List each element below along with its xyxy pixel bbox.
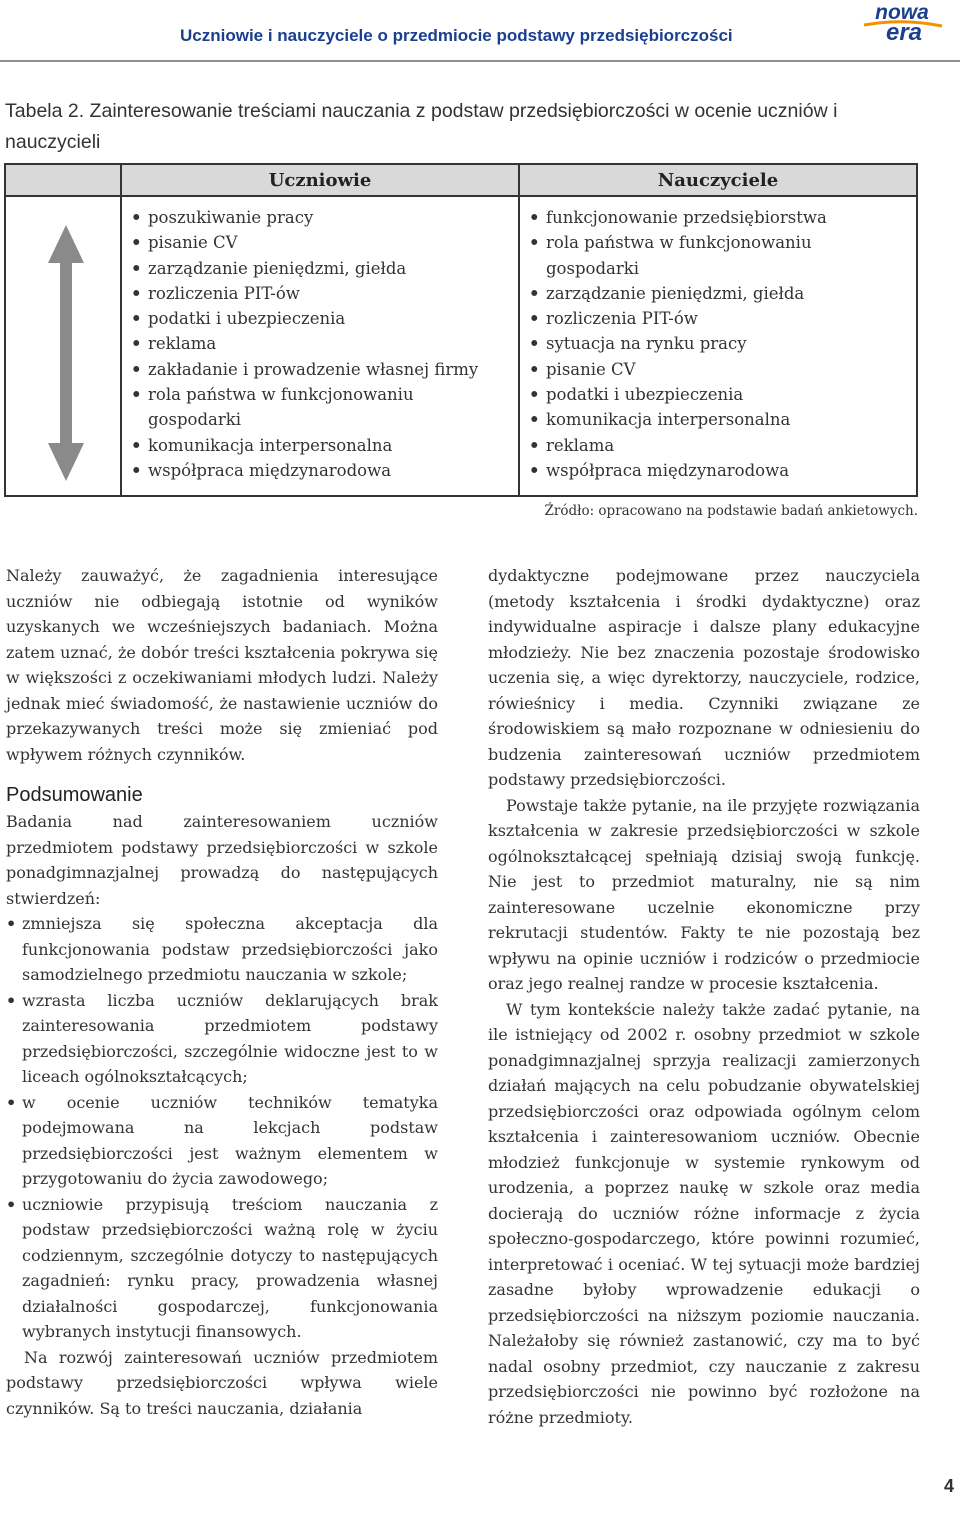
teachers-list <box>520 205 916 483</box>
list-item: • rozliczenia PIT-ów <box>131 281 518 306</box>
list-item <box>529 230 846 281</box>
list-item: • zmniejsza się społeczna akceptacja dla funkcjonowania podstaw przedsiębiorczości jako samodzielnego przedmiotu nauczania w szkole; <box>6 911 438 988</box>
left-column <box>6 563 438 1421</box>
header-students: Uczniowie <box>121 164 519 196</box>
list-item-text: rola państwa w funkcjonowaniu gospodarki <box>546 233 812 278</box>
list-item: • podatki i ubezpieczenia <box>529 382 916 407</box>
list-item: • współpraca międzynarodowa <box>131 458 518 483</box>
paragraph: W tym kontekście należy także zadać pytanie, na ile istniejący od 2002 r. osobny przedmiot w szkole ponadgimnazjalnej sprzyja realizacji zamierzonych działań mających na celu pobudzanie obywatelskiej przedsiębiorczości oraz odpowiada ogólnym celom kształcenia i zainteresowaniom uczniów. Obecnie młodzież funkcjonuje w systemie rynkowym od urodzenia, a poprzez naukę w szkole oraz media docierają do uczniów różne informacje z życia społeczno-gospodarczego, które powinni rozumieć, interpretować i oceniać. W tej sytuacji może bardziej zasadne byłoby wprowadzenie edukacji o przedsiębiorczości na niższym poziomie nauczania. Należałoby się również zastanowić, czy ma to być nadal osobny przedmiot, czy nauczanie z zakresu przedsiębiorczości nie powinno być rozłożone na różne przedmioty. <box>488 999 920 1427</box>
students-column <box>121 196 519 496</box>
list-item: • poszukiwanie pracy <box>131 205 518 230</box>
students-list <box>122 205 518 483</box>
list-item: • reklama <box>131 331 518 356</box>
list-item: • w ocenie uczniów techników tematyka podejmowana na lekcjach podstaw przedsiębiorczości jest ważnym elementem w przygotowaniu do życia zawodowego; <box>6 1090 438 1192</box>
findings-list <box>6 911 438 1345</box>
list-item: • pisanie CV <box>529 357 916 382</box>
paragraph: dydaktyczne podejmowane przez nauczyciela (metody kształcenia i środki dydaktyczne) oraz indywidualne aspiracje i dalsze plany edukacyjne młodzieży. Nie bez znaczenia pozostaje środowisko uczenia się, a więc dyrektorzy, nauczyciele, rodzice, rówieśnicy i media. Czynniki związane ze środowiskiem są mało rozpoznane w odniesieniu do budzenia zainteresowań uczniów przedmiotem podstawy przedsiębiorczości. <box>488 566 920 789</box>
list-item: • rozliczenia PIT-ów <box>529 306 916 331</box>
header-divider <box>0 60 960 62</box>
list-item: • uczniowie przypisują treściom nauczania z podstaw przedsiębiorczości ważną rolę w życiu codziennym, szczególnie dotyczy to następujących zagadnień: rynku pracy, prowadzenia własnej działalności gospodarczej, funkcjonowania wybranych instytucji finansowych. <box>6 1192 438 1345</box>
list-item: • sytuacja na rynku pracy <box>529 331 916 356</box>
list-item: • zarządzanie pieniędzmi, giełda <box>131 256 518 281</box>
list-item: • reklama <box>529 433 916 458</box>
header-teachers: Nauczyciele <box>519 164 917 196</box>
right-column <box>488 563 920 1430</box>
summary-intro: Badania nad zainteresowaniem uczniów przedmiotem podstawy przedsiębiorczości w szkole ponadgimnazjalnej prowadzą do następujących stwierdzeń: <box>6 812 438 908</box>
table-source-note: Źródło: opracowano na podstawie badań ankietowych. <box>544 503 918 519</box>
table-corner <box>5 164 121 196</box>
list-item: • pisanie CV <box>131 230 518 255</box>
table-caption: Tabela 2. Zainteresowanie treściami nauczania z podstaw przedsiębiorczości w ocenie uczniów i nauczycieli <box>5 100 838 153</box>
comparison-table <box>4 163 918 497</box>
list-item: • współpraca międzynarodowa <box>529 458 916 483</box>
section-heading: Podsumowanie <box>6 784 143 806</box>
list-item: • zakładanie i prowadzenie własnej firmy <box>131 357 518 382</box>
list-item: • podatki i ubezpieczenia <box>131 306 518 331</box>
page-number: 4 <box>943 1476 954 1496</box>
list-item <box>131 382 468 433</box>
intro-paragraph: Należy zauważyć, że zagadnienia interesujące uczniów nie odbiegają istotnie od wyników uzyskanych we wcześniejszych badaniach. Można zatem uznać, że dobór treści kształcenia pokrywa się w większości z oczekiwaniami młodych ludzi. Należy jednak mieć świadomość, że nastawienie uczniów do przekazywanych treści może się zmieniać pod wpływem różnych czynników. <box>6 566 438 764</box>
logo-line1: nowa <box>875 1 929 24</box>
running-title: Uczniowie i nauczyciele o przedmiocie podstawy przedsiębiorczości <box>180 26 733 45</box>
list-item: • wzrasta liczba uczniów deklarujących brak zainteresowania przedmiotem podstawy przedsiębiorczości, szczególnie widoczne jest to w liceach ogólnokształcących; <box>6 988 438 1090</box>
list-item: • funkcjonowanie przedsiębiorstwa <box>529 205 916 230</box>
list-item: • zarządzanie pieniędzmi, giełda <box>529 281 916 306</box>
double-arrow-vertical-icon <box>48 225 84 481</box>
nowa-era-logo <box>858 0 946 46</box>
page-header <box>0 0 960 62</box>
teachers-column <box>519 196 917 496</box>
list-item: • komunikacja interpersonalna <box>131 433 518 458</box>
list-item: • komunikacja interpersonalna <box>529 407 916 432</box>
logo-line2: era <box>885 19 923 46</box>
closing-paragraph: Na rozwój zainteresowań uczniów przedmiotem podstawy przedsiębiorczości wpływa wiele czynników. Są to treści nauczania, działania <box>6 1347 438 1418</box>
ranking-arrow-cell <box>5 196 121 496</box>
paragraph: Powstaje także pytanie, na ile przyjęte rozwiązania kształcenia w zakresie przedsiębiorczości w szkole ogólnokształcącej spełniają dzisiaj swoją funkcję. Nie jest to przedmiot maturalny, nie są nim zainteresowane uczelnie ekonomiczne przy rekrutacji studentów. Fakty te nie pozostają bez wpływu na opinie uczniów i rodziców o przedmiocie oraz jego realnej randze w procesie kształcenia. <box>488 795 920 993</box>
list-item-text: rola państwa w funkcjonowaniu gospodarki <box>148 385 414 430</box>
